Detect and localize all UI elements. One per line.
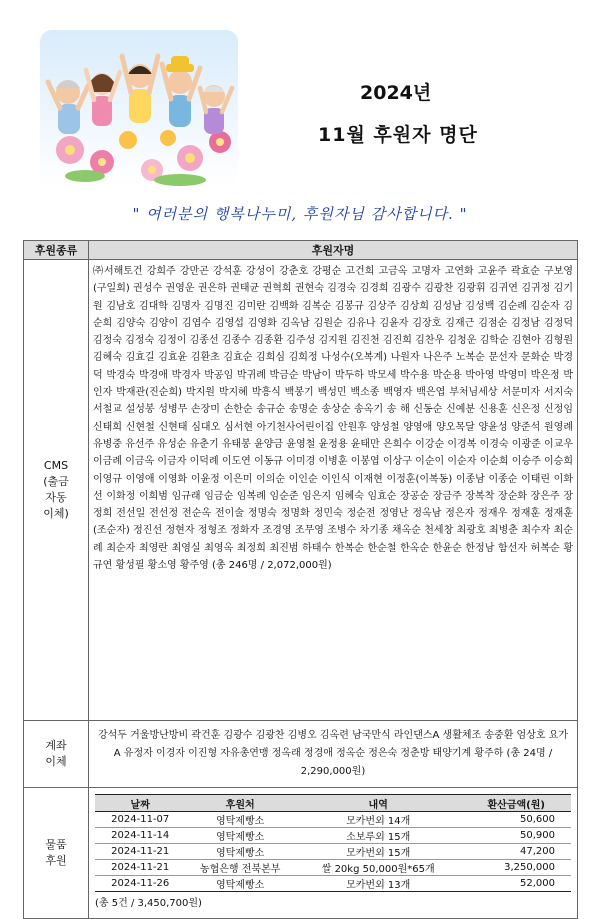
header-illustration — [40, 30, 238, 186]
goods-col-detail: 내역 — [295, 795, 462, 812]
person-girl — [86, 70, 120, 126]
table-row — [95, 860, 571, 876]
cms-sponsor-names: ㈜서해토건 강희주 강만곤 강석훈 강성이 강춘호 강평순 고건희 고금옥 고명자 고연화 고윤주 곽효순 구보영(구일회) 권성수 권영운 권은하 권태균 권혁희 권현숙 김경숙 김경희 김광수 김광찬 김광휘 김귀연 김귀정 김기원 김남호 김대학 김명자 김명진 김미란 김백화 김복순 김봉규 김상주 김상희 김성남 김성백 김순례 김순자 김순희 김양숙 김양이 김엽수 김영섭 김영화 김옥남 김원순 김유나 김윤자 김장호 김재근 김점순 김정남 김정덕 김정숙 김정숙 김정이 김종선 김종수 김종환 김주성 김지원 김진천 김진희 김찬우 김청운 김학순 김현아 김형원 김혜숙 김효길 김효윤 김환초 김효순 김희심 김희정 나성수(오복계) 나원자 나은주 노복순 문선자 문화순 박경덕 박경숙 박경애 박경자 박공임 박귀례 박금순 박남이 박두하 박모세 박수용 박순용 박아영 박영미 박은정 박인자 박재관(진순희) 박지원 박지혜 박흥식 백봉기 백성민 백소종 백영자 백은엽 부처님세상 서문미자 서지숙 서철교 설성봉 성병무 손장미 손한순 송규순 송명순 송상순 송옥기 송 해 신동순 신예분 신용훈 신은정 신정임 신태희 신현철 신현태 심대오 심서현 아기천사어린이집 안원후 양성철 양영애 양오목달 양윤성 양준석 원영례 유병중 유선주 유성순 유춘기 유태봉 윤양금 윤영철 윤정용 윤태만 은희수 이강순 이경복 이경숙 이광준 이교우 이금례 이금옥 이금자 이덕례 이도연 이동규 이미경 이병훈 이봉엽 이상구 이순이 이순자 이순희 이승주 이승희 이영규 이영애 이영화 이윤정 이은미 이의순 이인순 이인식 이재현 이정훈(이복동) 이종남 이종순 이태린 이화선 이화정 이희범 임규래 임금순 임복례 임순준 임은지 임혜숙 임효순 장공순 장금주 장복착 장순화 장은주 장정희 전선일 전선정 전순옥 전이술 정명숙 정명화 정민숙 정순전 정영난 정옥남 정은자 정재우 정재훈 정재훈(조순자) 정진선 정현자 정형조 정화자 조경영 조무영 조병수 차기종 채옥순 천세창 최광호 최병춘 최수자 최순례 최순자 최영란 최영실 최영옥 최정희 최진범 하태수 한복순 한순철 한옥순 한윤순 한정남 함선자 허복순 황규연 황성필 황소영 황주영 (총 246명 / 2,072,000원) — [89, 260, 578, 721]
row-cms — [24, 260, 578, 721]
cms-label-line: (출금 — [43, 475, 69, 488]
transfer-label-line: 계좌 — [45, 739, 67, 752]
table-row — [95, 876, 571, 892]
goods-label-line: 물품 — [45, 838, 67, 851]
goods-cell — [89, 788, 578, 919]
person-boy — [122, 56, 158, 123]
goods-sponsor: 영탁제빵소 — [185, 844, 294, 860]
cms-label — [24, 260, 89, 721]
col-header-names: 후원자명 — [89, 241, 578, 260]
goods-total: (총 5건 / 3,450,700원) — [95, 898, 202, 909]
title-year: 2024년 — [360, 82, 432, 104]
table-row — [95, 828, 571, 844]
goods-detail: 모카번외 15개 — [295, 844, 462, 860]
transfer-label-line: 이체 — [45, 755, 67, 768]
goods-date: 2024-11-14 — [95, 828, 185, 844]
goods-date: 2024-11-07 — [95, 812, 185, 828]
table-row — [95, 844, 571, 860]
transfer-label — [24, 721, 89, 788]
goods-detail: 모카번외 13개 — [295, 876, 462, 892]
goods-detail: 소보루외 15개 — [295, 828, 462, 844]
goods-date: 2024-11-26 — [95, 876, 185, 892]
cheering-people-illustration — [40, 30, 238, 186]
table-row — [95, 812, 571, 828]
cms-label-line: 자동 — [45, 491, 67, 504]
goods-sponsor: 영탁제빵소 — [185, 828, 294, 844]
person-grandmother — [48, 80, 88, 134]
goods-label — [24, 788, 89, 919]
goods-sponsor: 영탁제빵소 — [185, 876, 294, 892]
col-header-type: 후원종류 — [24, 241, 89, 260]
table-header-row — [24, 241, 578, 260]
goods-table — [95, 794, 571, 892]
goods-col-date: 날짜 — [95, 795, 185, 812]
cms-label-line: CMS — [43, 459, 69, 472]
flowers-decoration — [56, 130, 231, 186]
goods-label-line: 후원 — [45, 854, 67, 867]
goods-amount: 50,600 — [462, 812, 572, 828]
goods-amount: 50,900 — [462, 828, 572, 844]
goods-header-row — [95, 795, 571, 812]
cms-label-line: 이체) — [43, 507, 69, 520]
transfer-sponsor-names: 강석두 거울방난방비 곽건훈 김광수 김광찬 김병오 김옥련 남국만식 라인댄스A 생활체조 송중환 엄상호 요가A 유정자 이경자 이진형 자유총연맹 정옥래 정경애 정옥순 정은숙 정춘방 태양기계 황주하 (총 24명 / 2,290,000원) — [89, 721, 578, 788]
goods-detail: 모카번외 14개 — [295, 812, 462, 828]
motto-text: " 여러분의 행복나누미, 후원자님 감사합니다. " — [132, 205, 468, 223]
goods-col-sponsor: 후원처 — [185, 795, 294, 812]
goods-date: 2024-11-21 — [95, 844, 185, 860]
goods-date: 2024-11-21 — [95, 860, 185, 876]
person-man-with-hat — [162, 56, 200, 127]
page-title: 11월 후원자 명단 — [318, 124, 478, 146]
goods-amount: 52,000 — [462, 876, 572, 892]
goods-col-amount: 환산금액(원) — [462, 795, 572, 812]
row-goods — [24, 788, 578, 919]
goods-amount: 47,200 — [462, 844, 572, 860]
goods-sponsor: 영탁제빵소 — [185, 812, 294, 828]
goods-sponsor: 농협은행 전북본부 — [185, 860, 294, 876]
goods-amount: 3,250,000 — [462, 860, 572, 876]
sponsor-table — [23, 240, 578, 919]
goods-detail: 쌀 20kg 50,000원*65개 — [295, 860, 462, 876]
row-transfer — [24, 721, 578, 788]
person-grandfather — [200, 85, 232, 134]
